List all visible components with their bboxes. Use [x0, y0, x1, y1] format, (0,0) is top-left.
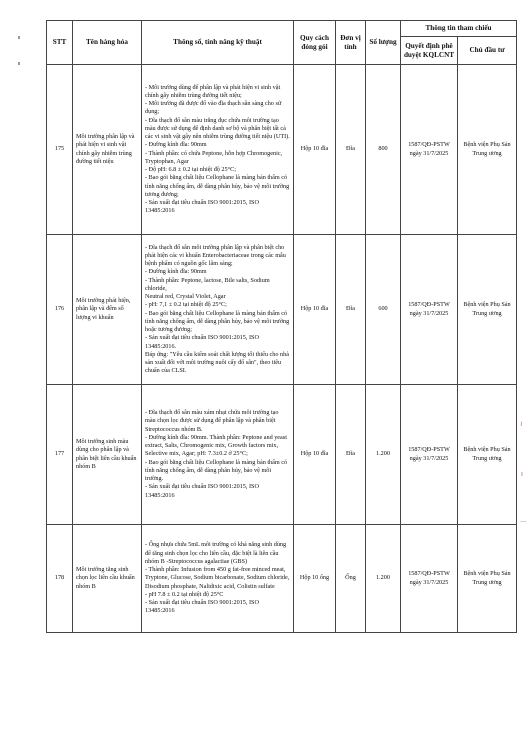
spec-line: - Bao gói bằng chất liệu Cellophane là màng bán thấm có tính năng chống ẩm, dễ dàng phân hủy, bảo vệ môi trường tương đương; [145, 174, 290, 198]
cell-name: Môi trường phát hiện, phân lập và đếm số lượng vi khuẩn [73, 235, 142, 385]
procurement-table [46, 20, 517, 633]
cell-unit: Đĩa [336, 385, 366, 525]
cell-decision: 1587/QĐ-PSTW ngày 31/7/2025 [401, 385, 458, 525]
spec-line: - Thành phần: Peptone, lactose, Bile salts, Sodium chloride, [145, 276, 270, 292]
spec-line: - Ống nhựa chứa 5mL môi trường có khả năng sinh dùng để tăng sinh chọn lọc cho liên cầu, đặc biệt là liên cầu nhóm B -Streptococcus agalactiae (GBS) [145, 541, 287, 565]
table-row [47, 235, 517, 385]
cell-packing: Hộp 10 đĩa [294, 235, 336, 385]
cell-quantity: 1.200 [366, 385, 401, 525]
cell-investor: Bệnh viện Phụ Sản Trung ương [458, 525, 517, 633]
col-name: Tên hàng hóa [73, 21, 142, 65]
col-stt: STT [47, 21, 73, 65]
margin-tick [18, 36, 20, 39]
cell-packing: Hộp 10 đĩa [294, 385, 336, 525]
cell-decision: 1587/QĐ-PSTW ngày 31/7/2025 [401, 65, 458, 235]
spec-line: Đáp ứng: "Yêu cầu kiểm soát chất lượng tối thiểu cho nhà sản xuất đối với môi trường nuôi cấy đổ sẵn", theo tiêu chuẩn của CLSI. [145, 350, 289, 375]
col-packing: Quy cách đóng gói [294, 21, 336, 65]
cell-spec [142, 235, 294, 385]
spec-line: - Sản xuất đạt tiêu chuẩn ISO 9001:2015, ISO 13485:2016. [145, 334, 259, 350]
cell-name: Môi trường tăng sinh chọn lọc liên cầu khuẩn nhóm B [73, 525, 142, 633]
cell-stt: 176 [47, 235, 73, 385]
margin-tick [18, 62, 20, 65]
cell-spec [142, 65, 294, 235]
spec-line: - Thành phần: Infusion from 450 g fat-free minced meat, Tryptone, Glucose, Sodium bicarbonate, Sodium chloride, Disodium phosphate, Nalidixic acid, Colistin sulfate [145, 566, 290, 590]
cell-stt: 178 [47, 525, 73, 633]
spec-line: - Đĩa thạch đổ sẵn môi trường phân lập và phân biệt cho phát hiện các vi khuẩn Enterobacteriaceae trong các mẫu bệnh phẩm có nguồn gốc lâm sàng; [145, 243, 286, 267]
cell-stt: 177 [47, 385, 73, 525]
cell-packing: Hộp 10 ống [294, 525, 336, 633]
col-spec: Thông số, tính năng kỹ thuật [142, 21, 294, 65]
spec-line: - Đường kính đĩa: 90mm [145, 141, 207, 149]
cell-decision: 1587/QĐ-PSTW ngày 31/7/2025 [401, 525, 458, 633]
spec-line: - Đường kính đĩa: 90mm. Thành phần: Peptone and yeast extract, Salts, Chromogenic mix, Growth factors mix, Selective mix, Agar; pH: 7.3±0.2 ở 25°C; [145, 433, 287, 458]
cell-unit: Đĩa [336, 235, 366, 385]
cell-spec [142, 385, 294, 525]
margin-scribble: ⌒ [520, 521, 527, 529]
table-row [47, 385, 517, 525]
cell-quantity: 1.200 [366, 525, 401, 633]
col-ref-group: Thông tin tham chiếu [401, 21, 517, 37]
spec-line: - Đĩa thạch đổ sẵn màu xám nhạt chứa môi trường tạo màu chọn lọc được sử dụng để phân lập và phân biệt Streptococcus nhóm B. [145, 409, 279, 433]
table-row [47, 65, 517, 235]
cell-spec [142, 525, 294, 633]
cell-unit: Ống [336, 525, 366, 633]
cell-decision: 1587/QĐ-PSTW ngày 31/7/2025 [401, 235, 458, 385]
margin-scribble: ı [521, 470, 523, 478]
spec-line: - Sản xuất đạt tiêu chuẩn ISO 9001:2015, ISO 13485:2016 [145, 599, 259, 615]
cell-stt: 175 [47, 65, 73, 235]
spec-line: - Bao gói bằng chất liệu Cellophane là màng bán thấm có tính năng chống ẩm, dễ dàng phân hủy, bảo vệ môi trường hoặc tương đương; [145, 309, 290, 333]
spec-line: - Sản xuất đạt tiêu chuẩn ISO 9001:2015, ISO 13485:2016 [145, 199, 259, 215]
spec-line: - Bao gói bằng chất liệu Cellophane là màng bán thấm có tính năng chống ẩm, dễ dàng phân hủy, bảo vệ môi trường. [145, 458, 288, 483]
table-row [47, 525, 517, 633]
cell-name: Môi trường sinh màu dùng cho phân lập và phân biệt liên cầu khuẩn nhóm B [73, 385, 142, 525]
spec-line: - Đường kính đĩa: 90mm [145, 268, 207, 276]
cell-quantity: 600 [366, 235, 401, 385]
spec-line: - Môi trường đã được đổ vào đĩa thạch sẵn sàng cho sử dụng; [145, 100, 282, 116]
col-quantity: Số lượng [366, 21, 401, 65]
cell-name: Môi trường phân lập và phát hiện vi sinh vật chính gây nhiễm trùng đường tiết niệu [73, 65, 142, 235]
col-investor: Chủ đầu tư [458, 37, 517, 65]
spec-line: - Thành phần: có chứa Peptone, hỗn hợp Chromogenic, Tryptophan, Agar [145, 149, 283, 165]
cell-investor: Bệnh viện Phụ Sản Trung ương [458, 235, 517, 385]
col-decision: Quyết định phê duyệt KQLCNT [401, 37, 458, 65]
col-unit: Đơn vị tính [336, 21, 366, 65]
cell-quantity: 800 [366, 65, 401, 235]
cell-investor: Bệnh viện Phụ Sản Trung ương [458, 65, 517, 235]
cell-unit: Đĩa [336, 65, 366, 235]
spec-line: - Đĩa thạch đổ sẵn màu trắng đục chứa môi trường tạo màu được sử dụng để định danh sơ bộ và phân biệt tất cả các vi sinh vật gây nên nhiễm trùng đường tiết niệu (UTI). [145, 116, 290, 140]
spec-line: - pH: 7,1 ± 0.2 tại nhiệt độ 25°C; [145, 301, 227, 309]
margin-scribble: ≀ [520, 420, 523, 428]
cell-packing: Hộp 10 đĩa [294, 65, 336, 235]
spec-line: Neutral red, Crystal Violet, Agar [145, 293, 226, 300]
spec-line: - Sản xuất đạt tiêu chuẩn ISO 9001:2015, ISO 13485:2016 [145, 483, 259, 499]
spec-line: - Môi trường dùng để phân lập và phát hiện vi sinh vật chính gây nhiễm trùng đường tiết niệu; [145, 83, 281, 99]
spec-line: - Độ pH: 6.8 ± 0.2 tại nhiệt độ 25°C; [145, 166, 236, 173]
cell-investor: Bệnh viện Phụ Sản Trung ương [458, 385, 517, 525]
spec-line: - pH 7.8 ± 0.2 tại nhiệt độ 25°C [145, 590, 224, 598]
